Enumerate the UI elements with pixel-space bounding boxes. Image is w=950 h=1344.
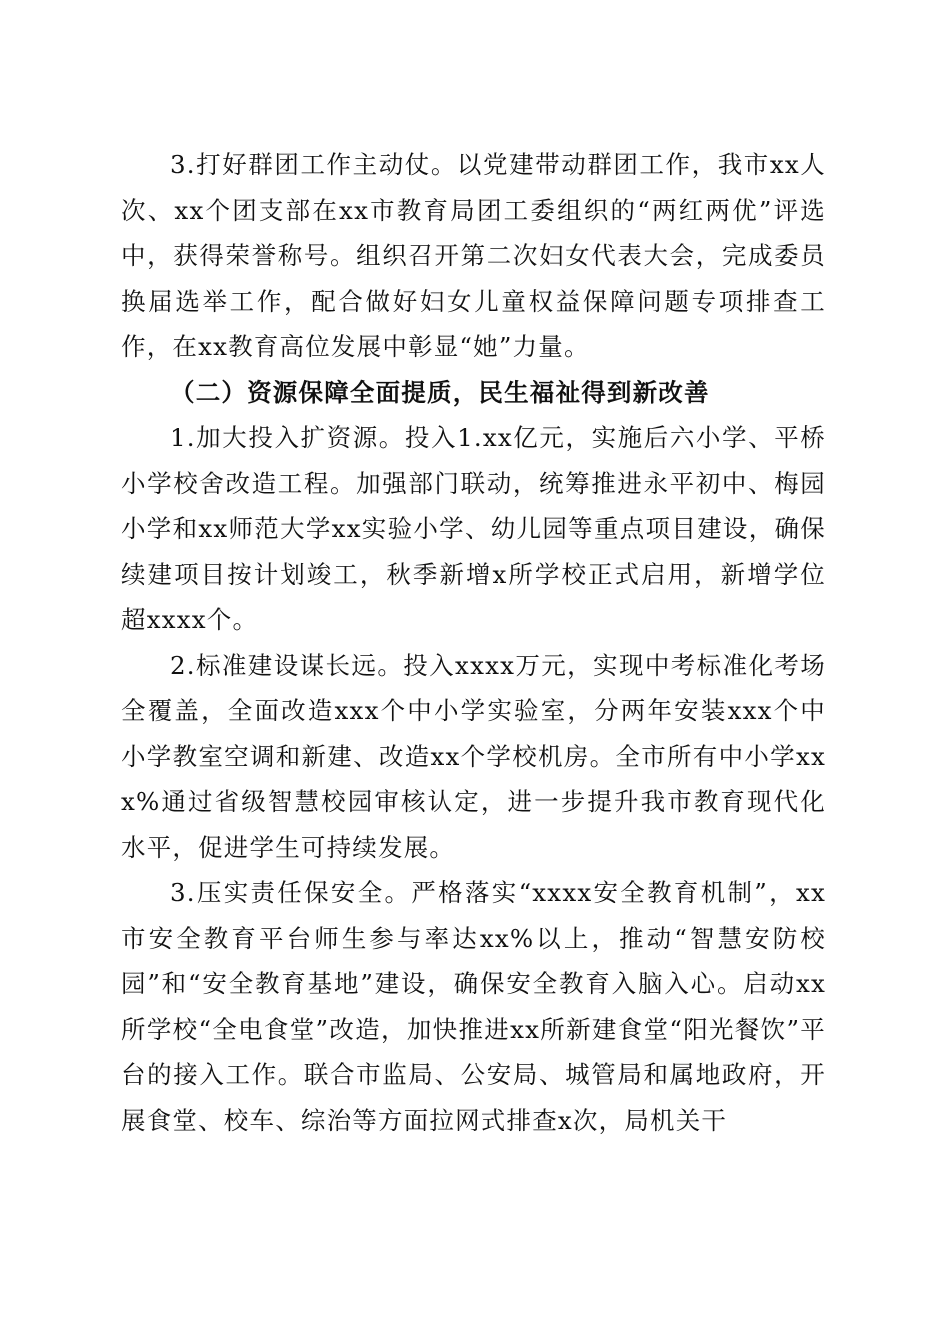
paragraph-group-work: 3.打好群团工作主动仗。以党建带动群团工作，我市xx人次、xx个团支部在xx市教育局团工委组织的“两红两优”评选中，获得荣誉称号。组织召开第二次妇女代表大会，完成委员换届选举工作，配合做好妇女儿童权益保障问题专项排查工作，在xx教育高位发展中彰显“她”力量。 — [121, 150, 826, 361]
section-heading-resource-guarantee: （二）资源保障全面提质，民生福祉得到新改善 — [170, 377, 710, 407]
paragraph-expand-resources: 1.加大投入扩资源。投入1.xx亿元，实施后六小学、平桥小学校舍改造工程。加强部门联动，统筹推进永平初中、梅园小学和xx师范大学xx实验小学、幼儿园等重点项目建设，确保续建项目按计划竣工，秋季新增x所学校正式启用，新增学位超xxxx个。 — [121, 423, 826, 634]
paragraph-standard-construction: 2.标准建设谋长远。投入xxxx万元，实现中考标准化考场全覆盖，全面改造xxx个中小学实验室，分两年安装xxx个中小学教室空调和新建、改造xx个学校机房。全市所有中小学xxx%通过省级智慧校园审核认定，进一步提升我市教育现代化水平，促进学生可持续发展。 — [121, 650, 826, 862]
paragraph-safety-responsibility: 3.压实责任保安全。严格落实“xxxx安全教育机制”，xx市安全教育平台师生参与率达xx%以上，推动“智慧安防校园”和“安全教育基地”建设，确保安全教育入脑入心。启动xx所学校“全电食堂”改造，加快推进xx所新建食堂“阳光餐饮”平台的接入工作。联合市监局、公安局、城管局和属地政府，开展食堂、校车、综治等方面拉网式排查x次，局机关干 — [121, 878, 826, 1135]
document-body — [121, 142, 826, 1143]
